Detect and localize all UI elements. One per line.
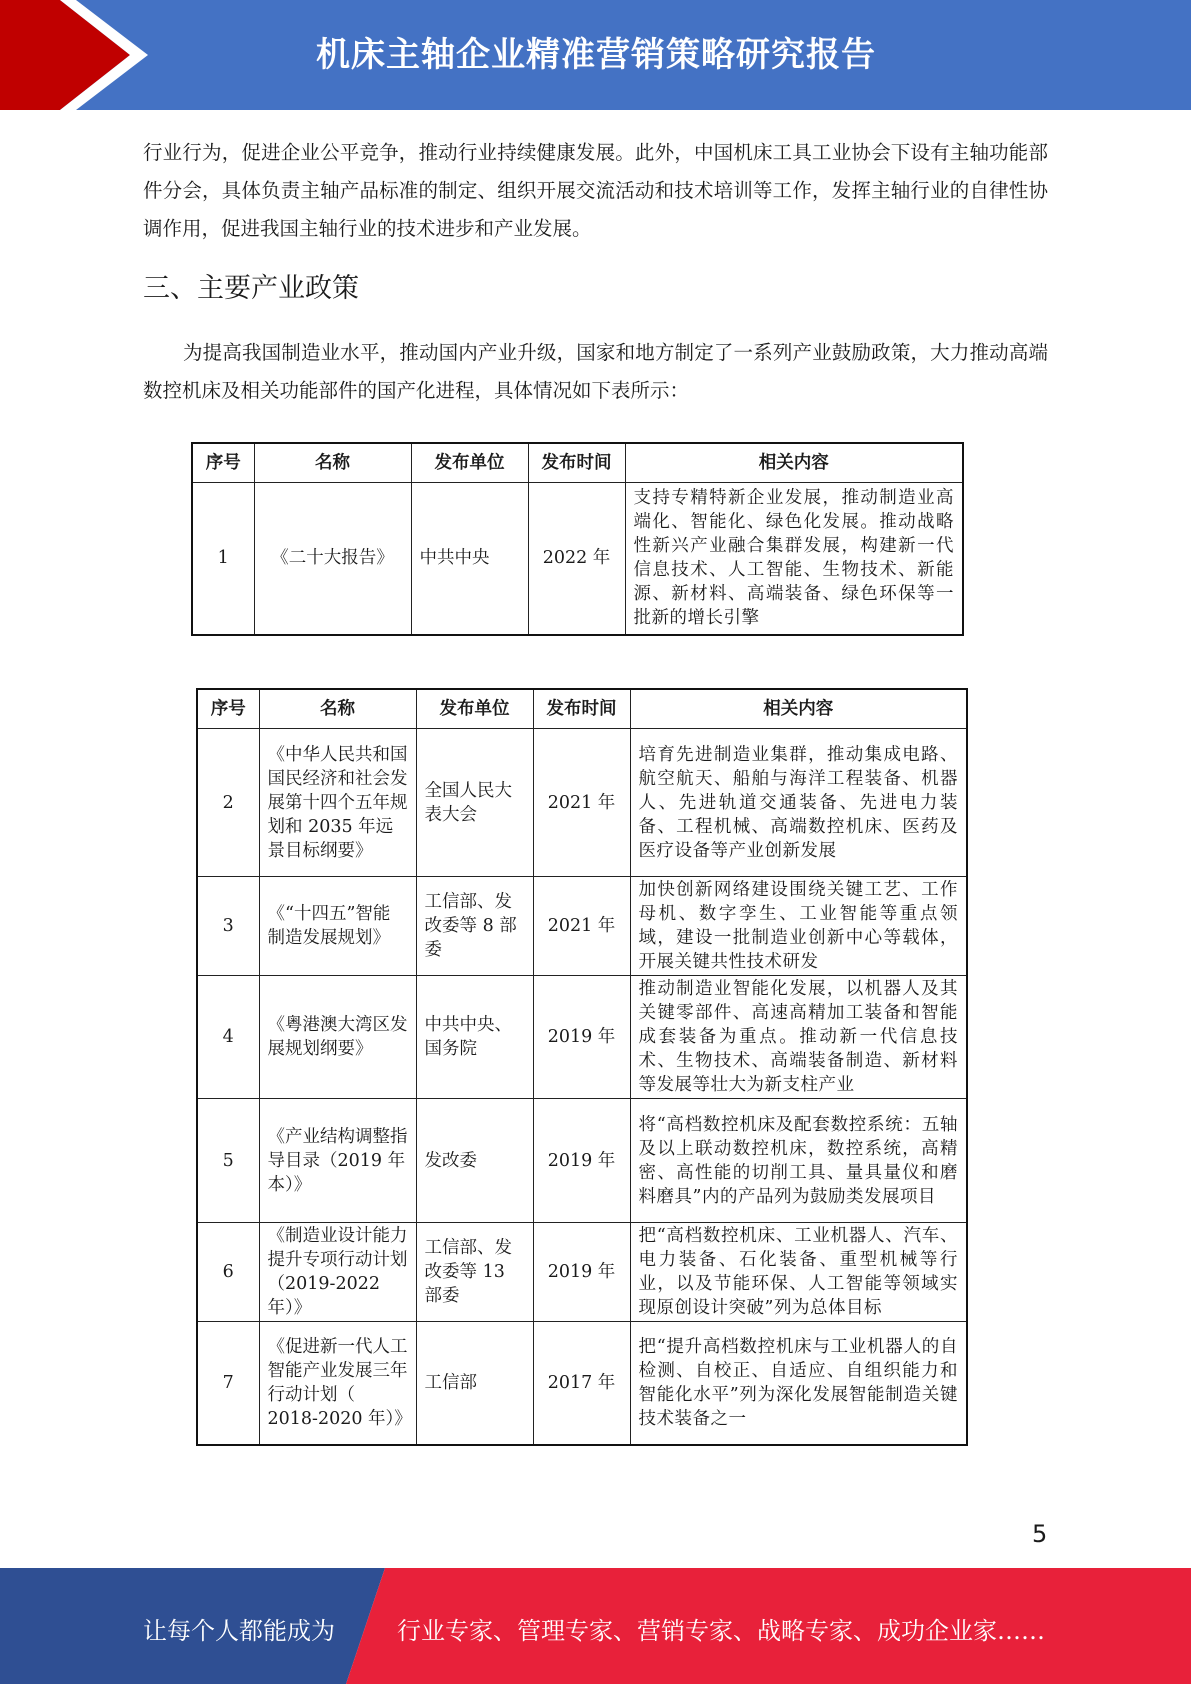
header-no: 序号: [192, 443, 254, 483]
row-date: 2021 年: [533, 729, 630, 877]
row-issuer: 全国人民大表大会: [416, 729, 533, 877]
row-no: 5: [197, 1099, 259, 1223]
row-content: 加快创新网络建设围绕关键工艺、工作母机、数字孪生、工业智能等重点领域，建设一批制造业创新中心等载体，开展关键共性技术研发: [630, 877, 967, 976]
row-date: 2019 年: [533, 976, 630, 1099]
footer-slogan-left: 让每个人都能成为: [143, 1617, 335, 1645]
row-content: 将“高档数控机床及配套数控系统：五轴及以上联动数控机床，数控系统，高精密、高性能的切削工具、量具量仪和磨料磨具”内的产品列为鼓励类发展项目: [630, 1099, 967, 1223]
row-name: 《促进新一代人工智能产业发展三年行动计划（ 2018-2020 年）》: [259, 1322, 416, 1445]
row-issuer: 工信部、发改委等 8 部委: [416, 877, 533, 976]
row-content: 把“提升高档数控机床与工业机器人的自检测、自校正、自适应、自组织能力和智能化水平”列为深化发展智能制造关键技术装备之一: [630, 1322, 967, 1445]
section-heading: 三、主要产业政策: [143, 273, 359, 304]
table-row: [197, 729, 967, 877]
row-issuer: 工信部: [416, 1322, 533, 1445]
row-name: 《产业结构调整指导目录（2019 年本）》: [259, 1099, 416, 1223]
row-name: 《二十大报告》: [254, 483, 411, 635]
row-date: 2022 年: [528, 483, 625, 635]
report-title: 机床主轴企业精准营销策略研究报告: [316, 35, 876, 75]
table-header-row: [192, 443, 963, 483]
page-footer: [0, 1568, 1191, 1684]
page-number: 5: [1032, 1520, 1048, 1548]
header-issuer: 发布单位: [411, 443, 528, 483]
row-no: 4: [197, 976, 259, 1099]
row-content: 培育先进制造业集群，推动集成电路、航空航天、船舶与海洋工程装备、机器人、先进轨道交通装备、先进电力装备、工程机械、高端数控机床、医药及医疗设备等产业创新发展: [630, 729, 967, 877]
row-no: 1: [192, 483, 254, 635]
table-row: [192, 483, 963, 635]
row-date: 2019 年: [533, 1099, 630, 1223]
header-no: 序号: [197, 689, 259, 729]
row-issuer: 发改委: [416, 1099, 533, 1223]
policy-table-part2: [196, 688, 968, 1446]
row-no: 7: [197, 1322, 259, 1445]
intro-paragraph: 行业行为，促进企业公平竞争，推动行业持续健康发展。此外，中国机床工具工业协会下设有主轴功能部件分会，具体负责主轴产品标准的制定、组织开展交流活动和技术培训等工作，发挥主轴行业的自律性协调作用，促进我国主轴行业的技术进步和产业发展。: [143, 141, 1048, 240]
table-header-row: [197, 689, 967, 729]
header-name: 名称: [259, 689, 416, 729]
row-issuer: 中共中央、国务院: [416, 976, 533, 1099]
row-date: 2017 年: [533, 1322, 630, 1445]
row-name: 《制造业设计能力提升专项行动计划（2019-2022 年）》: [259, 1223, 416, 1322]
row-issuer: 中共中央: [411, 483, 528, 635]
policy-intro-paragraph: 为提高我国制造业水平，推动国内产业升级，国家和地方制定了一系列产业鼓励政策，大力推动高端数控机床及相关功能部件的国产化进程，具体情况如下表所示：: [143, 341, 1048, 402]
policy-table-part1: [191, 442, 964, 636]
table-row: [197, 976, 967, 1099]
page-header: [0, 0, 1191, 110]
table-row: [197, 877, 967, 976]
header-content: 相关内容: [630, 689, 967, 729]
row-date: 2019 年: [533, 1223, 630, 1322]
row-date: 2021 年: [533, 877, 630, 976]
table-row: [197, 1223, 967, 1322]
header-content: 相关内容: [625, 443, 963, 483]
header-issuer: 发布单位: [416, 689, 533, 729]
row-no: 6: [197, 1223, 259, 1322]
header-date: 发布时间: [528, 443, 625, 483]
footer-slogan-right: 行业专家、管理专家、营销专家、战略专家、成功企业家……: [397, 1617, 1045, 1645]
row-content: 把“高档数控机床、工业机器人、汽车、电力装备、石化装备、重型机械等行业，以及节能环保、人工智能等领域实现原创设计突破”列为总体目标: [630, 1223, 967, 1322]
row-no: 2: [197, 729, 259, 877]
header-date: 发布时间: [533, 689, 630, 729]
row-no: 3: [197, 877, 259, 976]
table-row: [197, 1322, 967, 1445]
table-row: [197, 1099, 967, 1223]
row-issuer: 工信部、发改委等 13 部委: [416, 1223, 533, 1322]
row-name: 《粤港澳大湾区发展规划纲要》: [259, 976, 416, 1099]
row-name: 《中华人民共和国国民经济和社会发展第十四个五年规划和 2035 年远景目标纲要》: [259, 729, 416, 877]
row-name: 《“十四五”智能制造发展规划》: [259, 877, 416, 976]
header-name: 名称: [254, 443, 411, 483]
row-content: 推动制造业智能化发展，以机器人及其关键零部件、高速高精加工装备和智能成套装备为重点。推动新一代信息技术、生物技术、高端装备制造、新材料等发展等壮大为新支柱产业: [630, 976, 967, 1099]
row-content: 支持专精特新企业发展，推动制造业高端化、智能化、绿色化发展。推动战略性新兴产业融合集群发展，构建新一代信息技术、人工智能、生物技术、新能源、新材料、高端装备、绿色环保等一批新的增长引擎: [625, 483, 963, 635]
